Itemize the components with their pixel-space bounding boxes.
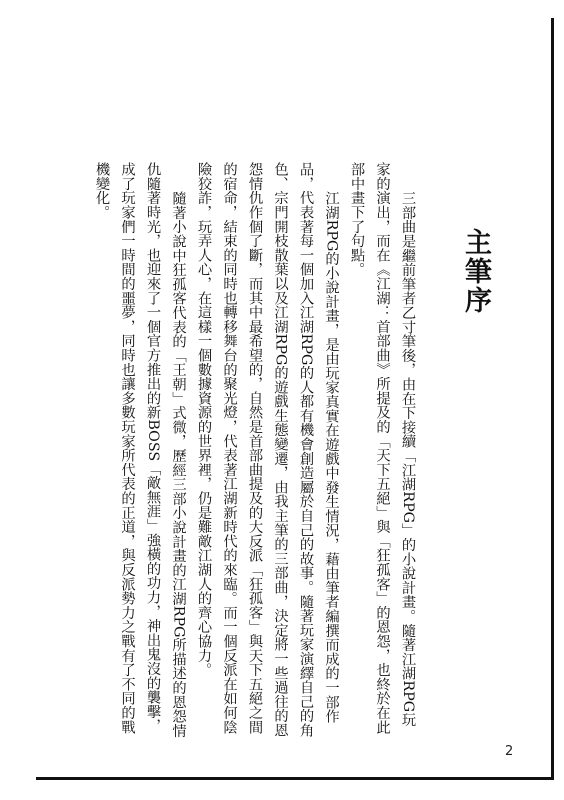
preface-body <box>80 162 420 740</box>
paragraph-3: 隨著小說中狂孤客代表的「王朝」式微，歷經三部小說計畫的江湖RPG所描述的恩怨情仇隨著時光，也迎來了一個官方推出的新BOSS「敵無涯」強橫的功力，神出鬼沒的襲擊，成了玩家們一時間的噩夢，同時也讓多數玩家所代表的正道，與反派勢力之戰有了不同的戰機變化。 <box>94 162 187 738</box>
paragraph-1: 三部曲是繼前筆者乙寸筆後，由在下接續「江湖RPG」的小說計畫。隨著江湖RPG玩家的演出，而在《江湖：首部曲》所提及的「天下五絕」與「狂孤客」的恩怨，也終於在此部中畫下了句點。 <box>349 162 416 734</box>
page-title: 主筆序 <box>460 228 491 315</box>
page-number: 2 <box>505 744 514 759</box>
paragraph-2: 江湖RPG的小說計畫，是由玩家真實在遊戲中發生情況，藉由筆者編撰而成的一部作品，代表著每一個加入江湖RPG的人都有機會創造屬於自己的故事。隨著玩家演繹自己的角色、宗門開枝散葉以及江湖RPG的遊戲生態變遷，由我主筆的三部曲，決定將一些過往的恩怨情仇作個了斷，而其中最希望的，自然是首部曲提及的大反派「狂孤客」與天下五絕之間的宿命，結束的同時也轉移舞台的聚光燈，代表著江湖新時代的來臨。而一個反派在如何陰險狡詐，玩弄人心，在這樣一個數據資源的世界裡，仍是難敵江湖人的齊心協力。 <box>196 162 340 738</box>
